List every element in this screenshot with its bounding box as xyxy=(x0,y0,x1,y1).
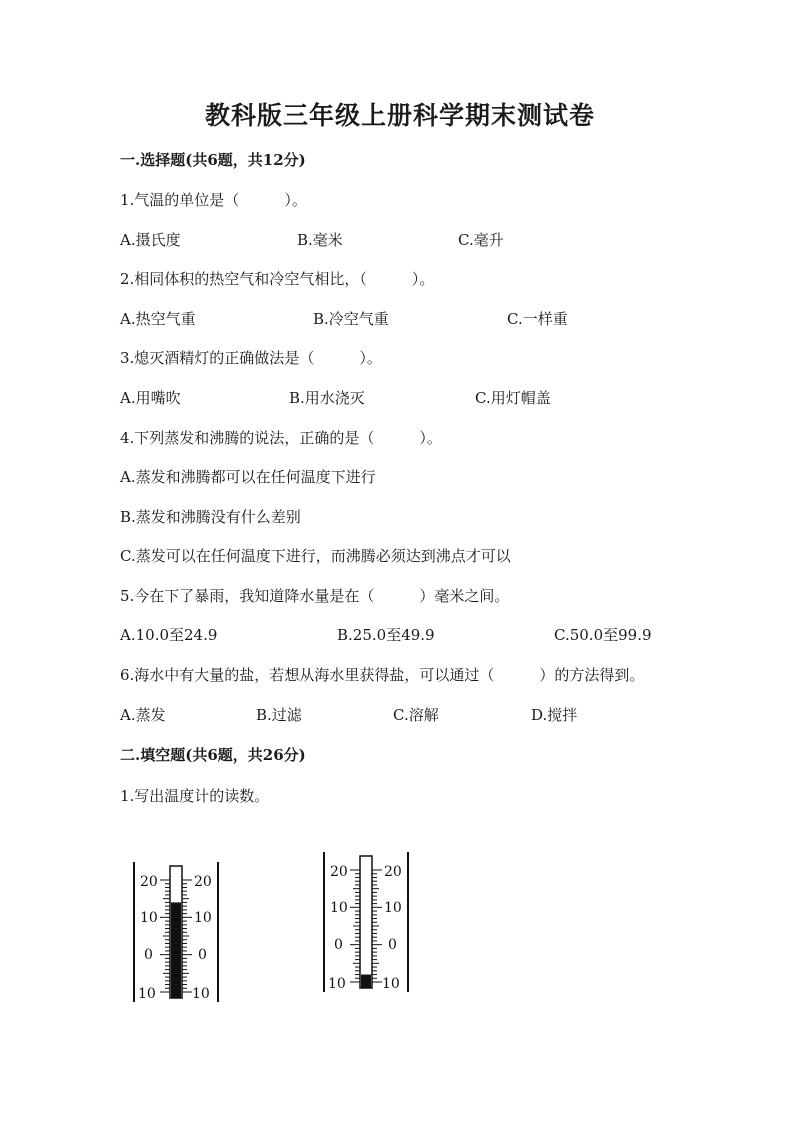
thermo-1-left-label-minus10: 10 xyxy=(138,986,156,1002)
question-1-option-c[interactable]: C.毫升 xyxy=(458,231,504,249)
thermo-2-left-label-minus10: 10 xyxy=(328,976,346,992)
fill-question-1-stem: 1.写出温度计的读数。 xyxy=(120,787,270,805)
thermo-2-left-label-20: 20 xyxy=(330,864,348,880)
thermo-2-right-label-20: 20 xyxy=(384,864,402,880)
thermo-2-left-label-0: 0 xyxy=(334,937,343,953)
question-1-option-b[interactable]: B.毫米 xyxy=(297,231,343,249)
thermo-2-right-label-0: 0 xyxy=(388,937,397,953)
thermometer-1 xyxy=(128,858,224,1008)
question-3-option-a[interactable]: A.用嘴吹 xyxy=(120,389,181,407)
question-2-option-b[interactable]: B.冷空气重 xyxy=(313,310,389,328)
thermo-2-right-label-minus10: 10 xyxy=(382,976,400,992)
thermo-1-left-label-10: 10 xyxy=(140,910,158,926)
question-2-stem: 2.相同体积的热空气和冷空气相比，（ ）。 xyxy=(120,270,435,288)
question-4-option-a[interactable]: A.蒸发和沸腾都可以在任何温度下进行 xyxy=(120,468,376,486)
section-heading-fill-in: 二.填空题(共6题，共26分) xyxy=(120,746,306,764)
thermometer-2 xyxy=(318,848,414,998)
question-3-stem: 3.熄灭酒精灯的正确做法是（ ）。 xyxy=(120,349,382,367)
question-6-stem: 6.海水中有大量的盐，若想从海水里获得盐，可以通过（ ）的方法得到。 xyxy=(120,666,645,684)
thermo-1-left-label-20: 20 xyxy=(140,874,158,890)
thermo-1-liquid xyxy=(171,902,181,998)
question-4-stem: 4.下列蒸发和沸腾的说法，正确的是（ ）。 xyxy=(120,429,442,447)
question-1-stem: 1.气温的单位是（ ）。 xyxy=(120,191,307,209)
question-2-option-a[interactable]: A.热空气重 xyxy=(120,310,196,328)
question-6-option-b[interactable]: B.过滤 xyxy=(256,706,302,724)
thermo-1-right-label-10: 10 xyxy=(194,910,212,926)
question-2-option-c[interactable]: C.一样重 xyxy=(507,310,568,328)
question-3-option-c[interactable]: C.用灯帽盖 xyxy=(475,389,551,407)
question-5-option-a[interactable]: A.10.0至24.9 xyxy=(120,626,218,644)
thermo-2-tube xyxy=(360,856,372,988)
thermo-1-right-label-0: 0 xyxy=(198,947,207,963)
thermo-1-right-label-minus10: 10 xyxy=(192,986,210,1002)
question-5-option-c[interactable]: C.50.0至99.9 xyxy=(554,626,652,644)
thermo-2-right-label-10: 10 xyxy=(384,900,402,916)
thermo-1-left-label-0: 0 xyxy=(144,947,153,963)
thermo-2-left-label-10: 10 xyxy=(330,900,348,916)
question-1-option-a[interactable]: A.摄氏度 xyxy=(120,231,181,249)
question-6-option-c[interactable]: C.溶解 xyxy=(393,706,439,724)
section-heading-choice: 一.选择题(共6题，共12分) xyxy=(120,151,306,169)
thermo-1-right-label-20: 20 xyxy=(194,874,212,890)
thermo-2-liquid xyxy=(361,975,371,988)
question-3-option-b[interactable]: B.用水浇灭 xyxy=(289,389,365,407)
page-title: 教科版三年级上册科学期末测试卷 xyxy=(204,101,595,130)
question-5-stem: 5.今在下了暴雨，我知道降水量是在（ ）毫米之间。 xyxy=(120,587,510,605)
question-4-option-c[interactable]: C.蒸发可以在任何温度下进行，而沸腾必须达到沸点才可以 xyxy=(120,547,511,565)
question-6-option-a[interactable]: A.蒸发 xyxy=(120,706,166,724)
question-6-option-d[interactable]: D.搅拌 xyxy=(531,706,578,724)
question-5-option-b[interactable]: B.25.0至49.9 xyxy=(337,626,435,644)
question-4-option-b[interactable]: B.蒸发和沸腾没有什么差别 xyxy=(120,508,301,526)
